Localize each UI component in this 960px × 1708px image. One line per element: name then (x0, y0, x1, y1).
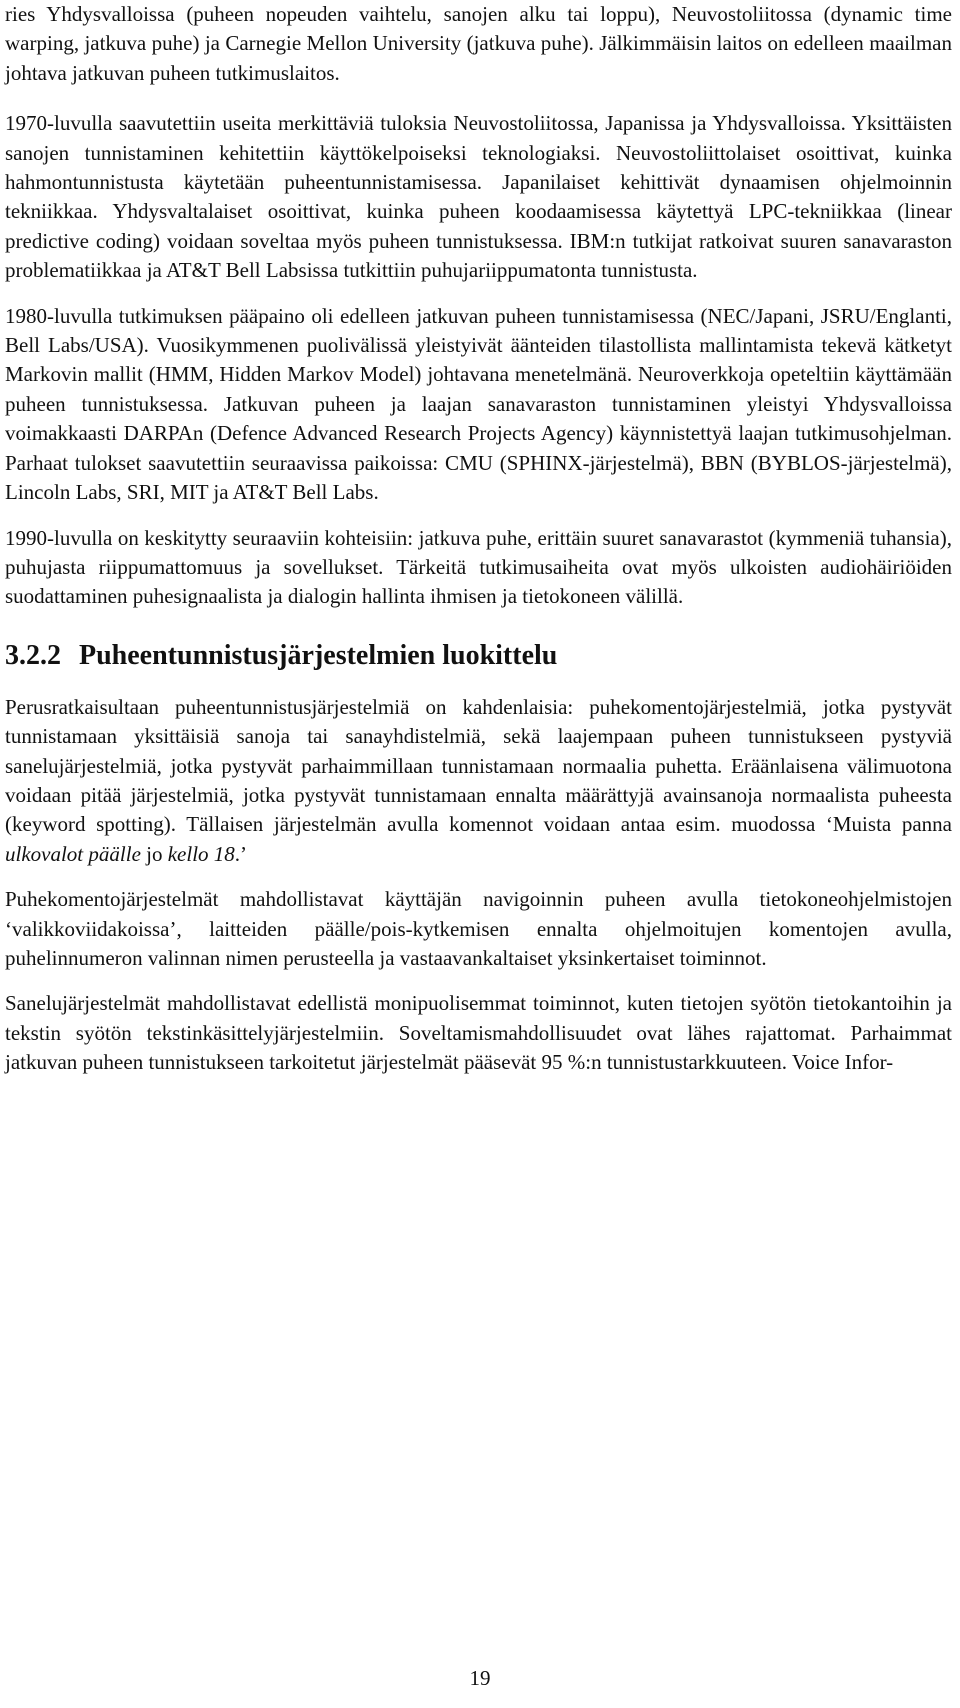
paragraph-history-intro: ries Yhdysvalloissa (puheen nopeuden vaihtelu, sanojen alku tai loppu), Neuvostoliitossa (dynamic time warping, jatkuva puhe) ja Carnegie Mellon University (jatkuva puhe). Jälkimmäisin laitos on edelleen maailman johtava jatkuvan puheen tutkimuslaitos. (5, 2, 952, 85)
page-number: 19 (469, 1666, 491, 1690)
italic-phrase-lights: ulkovalot päälle (5, 841, 141, 866)
paragraph-1970s: 1970-luvulla saavutettiin useita merkittäviä tuloksia Neuvostoliitossa, Japanissa ja Yhdysvalloissa. Yksittäisten sanojen tunnistaminen kehitettiin käyttökelpoiseksi teknologiaksi. Neuvostoliittolaiset osoittivat, kuinka hahmontunnistusta käytetään puheentunnistamisessa. Japanilaiset kehittivät dynaamisen ohjelmoinnin tekniikkaa. Yhdysvaltalaiset osoittivat, kuinka puheen koodaamisessa käytettyä LPC-tekniikkaa (linear predictive coding) voidaan soveltaa myös puheen tunnistuksessa. IBM:n tutkijat ratkoivat suuren sanavaraston problematiikkaa ja AT&T Bell Labsissa tutkittiin puhujariippumatonta tunnistusta. (5, 111, 952, 283)
paragraph-classification-text: Perusratkaisultaan puheentunnistusjärjestelmiä on kahdenlaisia: puhekomentojärjestelmiä, jotka pystyvät tunnistamaan yksittäisiä sanoja tai sanayhdistelmiä, sekä laajempaan puheen tunnistukseen pystyviä sanelujärjestelmiä, jotka pystyvät parhaimmillaan tunnistamaan normaalia puhetta. Eräänlaisena välimuotona voidaan pitää järjestelmiä, jotka pystyvät tunnistamaan ennalta määrättyjä avainsanoja normaalista puheesta (keyword spotting). Tällaisen järjestelmän avulla komennot voidaan antaa esim. muodossa ‘Muista panna (5, 694, 952, 837)
paragraph-command-systems: Puhekomentojärjestelmät mahdollistavat käyttäjän navigoinnin puheen avulla tietokoneohjelmistojen ‘valikkoviidakoissa’, laitteiden päälle/pois-kytkemisen ennalta ohjelmoitujen komentojen avulla, puhelinnumeron valinnan nimen perusteella ja vastaavankaltaiset yksinkertaiset toiminnot. (5, 887, 952, 970)
italic-phrase-time: kello 18 (167, 841, 235, 866)
paragraph-1990s: 1990-luvulla on keskitytty seuraaviin kohteisiin: jatkuva puhe, erittäin suuret sanavarastot (kymmeniä tuhansia), puhujasta riippumattomuus ja sovellukset. Tärkeitä tutkimusaiheita ovat myös ulkoisten audiohäiriöiden suodattaminen puhesignaalista ja dialogin hallinta ihmisen ja tietokoneen välillä. (5, 525, 952, 609)
section-title: Puheentunnistusjärjestelmien luokittelu (79, 639, 558, 671)
paragraph-classification-mid: jo (140, 841, 168, 866)
paragraph-classification (5, 693, 952, 869)
paragraph-classification-end: .’ (234, 841, 248, 866)
paragraph-1980s: 1980-luvulla tutkimuksen pääpaino oli edelleen jatkuvan puheen tunnistamisessa (NEC/Japani, JSRU/Englanti, Bell Labs/USA). Vuosikymmenen puolivälissä yleistyivät äänteiden tilastollista mallintamista tekevä kätketyt Markovin mallit (HMM, Hidden Markov Model) johtavana menetelmänä. Neuroverkkoja opeteltiin käyttämään puheen tunnistuksessa. Jatkuvan puheen ja laajan sanavaraston tunnistaminen yleistyi Yhdysvalloissa voimakkaasti DARPAn (Defence Advanced Research Projects Agency) käynnistettyä laajan tutkimusohjelman. Parhaat tulokset saavutettiin seuraavissa paikoissa: CMU (SPHINX-järjestelmä), BBN (BYBLOS-järjestelmä), Lincoln Labs, SRI, MIT ja AT&T Bell Labs. (5, 303, 952, 505)
section-number: 3.2.2 (5, 639, 61, 671)
paragraph-dictation-systems: Sanelujärjestelmät mahdollistavat edellistä monipuolisemmat toiminnot, kuten tietojen syötön tietokantoihin ja tekstin syötön tekstinkäsittelyjärjestelmiin. Soveltamismahdollisuudet ovat lähes rajattomat. Parhaimmat jatkuvan puheen tunnistukseen tarkoitetut järjestelmät pääsevät 95 %:n tunnistustarkkuuteen. Voice Infor- (5, 991, 952, 1075)
section-heading (5, 636, 952, 676)
